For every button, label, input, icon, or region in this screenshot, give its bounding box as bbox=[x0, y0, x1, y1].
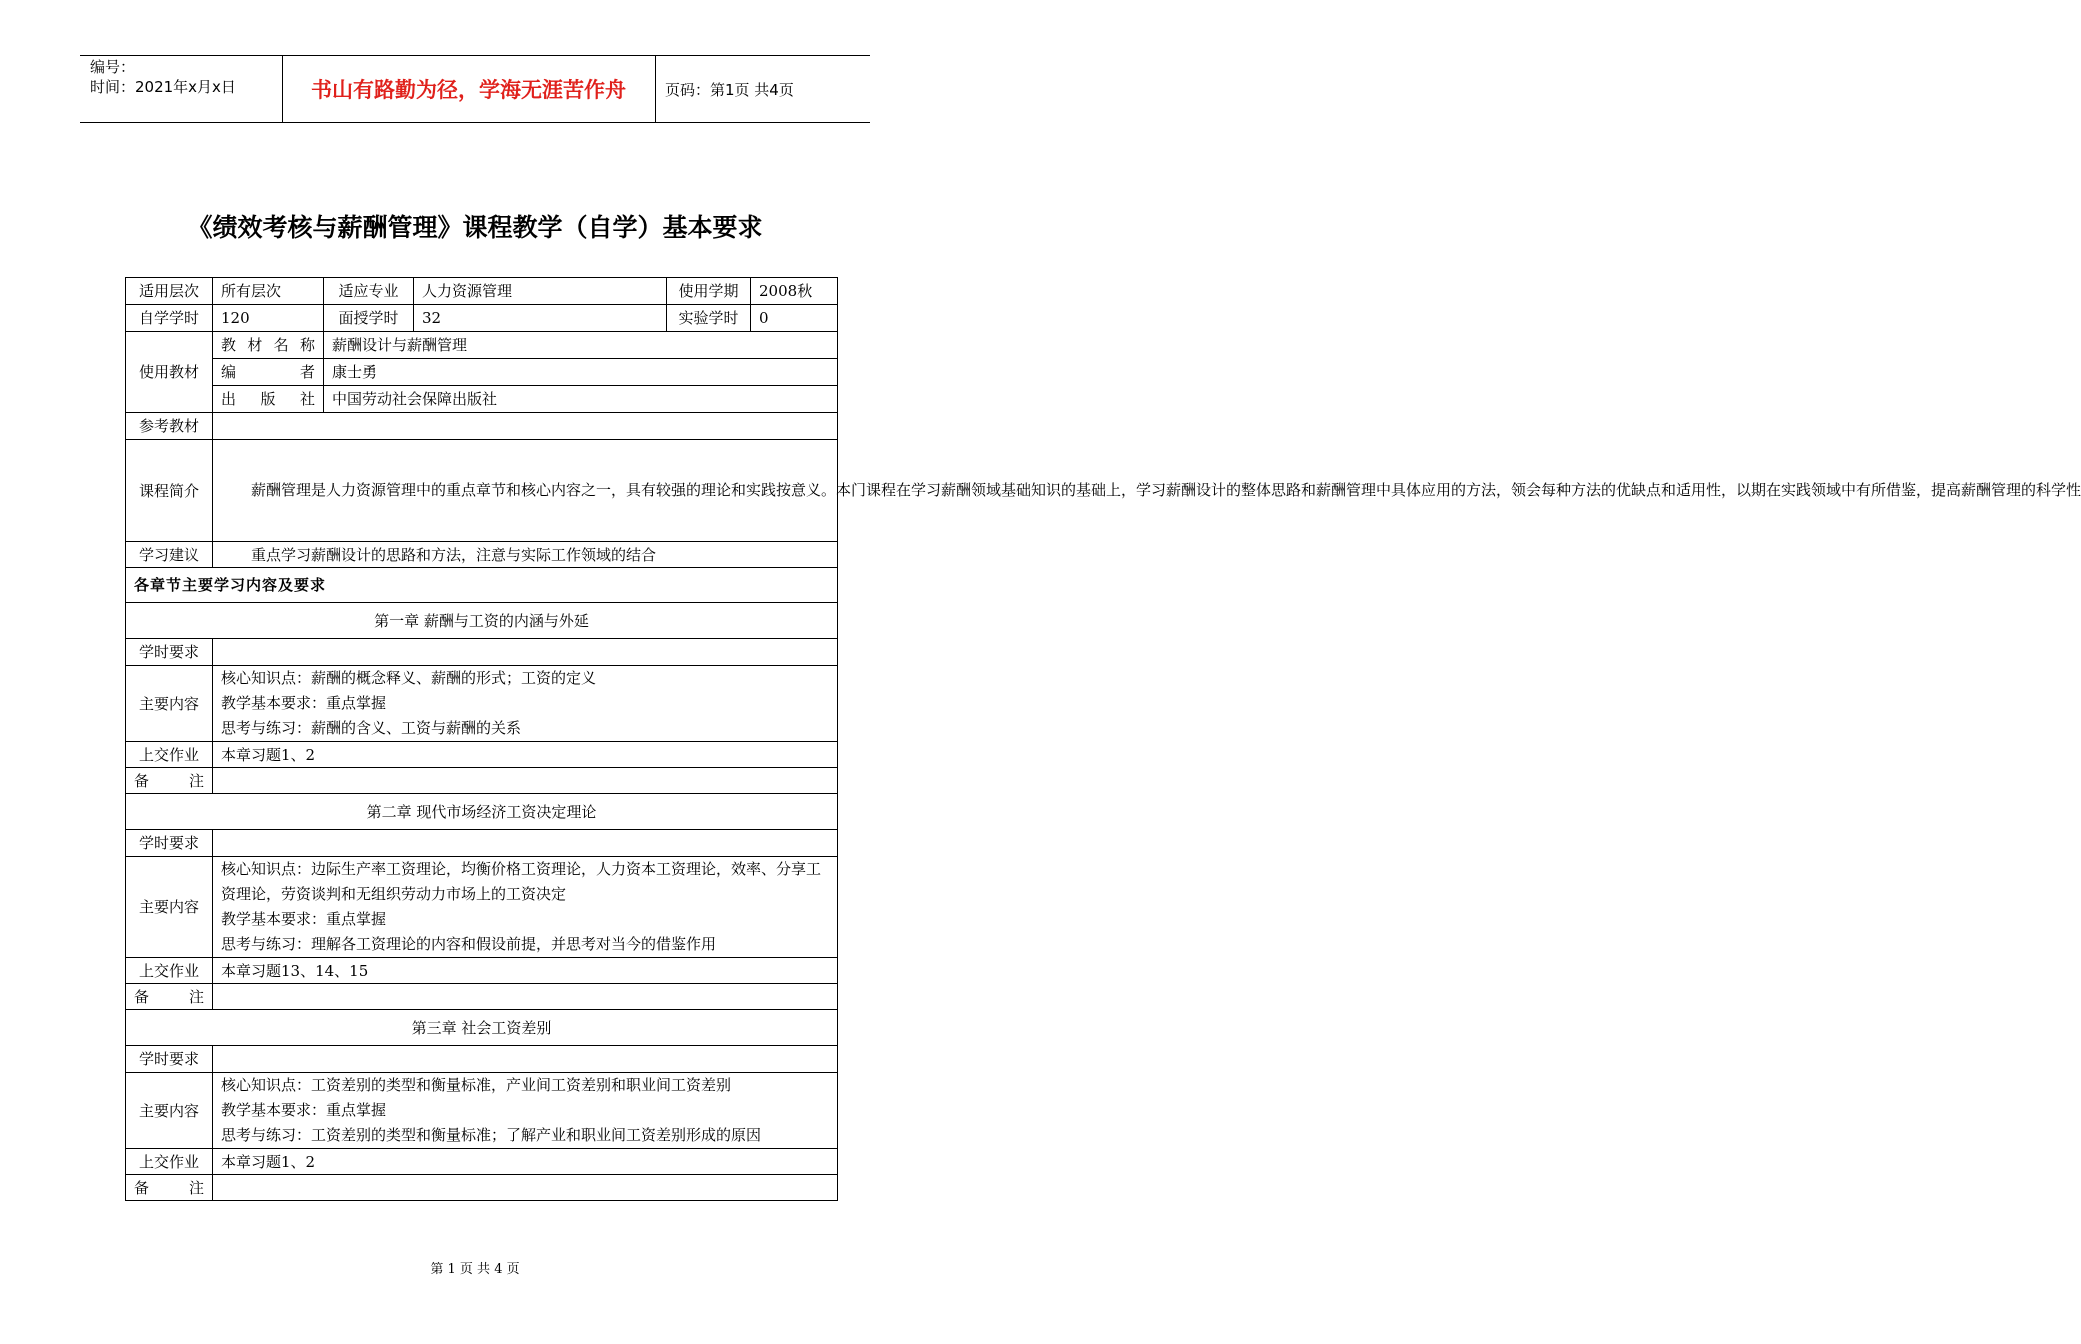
section-heading: 各章节主要学习内容及要求 bbox=[126, 568, 838, 603]
chapter-content-row bbox=[126, 666, 838, 742]
textbook-name-label: 教材名称 bbox=[213, 332, 324, 359]
info-row-1 bbox=[126, 278, 838, 305]
textbook-label: 使用教材 bbox=[126, 332, 213, 413]
content-line: 核心知识点：边际生产率工资理论，均衡价格工资理论，人力资本工资理论，效率、分享工资理论，劳资谈判和无组织劳动力市场上的工资决定 bbox=[221, 860, 822, 903]
chapter-title-row bbox=[126, 603, 838, 639]
chapter-title-row bbox=[126, 794, 838, 830]
major-value: 人力资源管理 bbox=[414, 278, 667, 305]
chapter-notes-row bbox=[126, 768, 838, 794]
header-divider-right bbox=[655, 55, 656, 122]
textbook-publisher-label: 出 版 社 bbox=[213, 386, 324, 413]
page-footer: 第 1 页 共 4 页 bbox=[430, 1262, 520, 1277]
homework-label: 上交作业 bbox=[126, 1149, 213, 1175]
textbook-row-name bbox=[126, 332, 838, 359]
chapter-title: 第一章 薪酬与工资的内涵与外延 bbox=[126, 603, 838, 639]
document-title: 《绩效考核与薪酬管理》课程教学（自学）基本要求 bbox=[187, 213, 763, 242]
advice-text: 重点学习薪酬设计的思路和方法，注意与实际工作领域的结合 bbox=[213, 542, 838, 568]
notes-label: 备 注 bbox=[126, 768, 213, 794]
content-line: 思考与练习：理解各工资理论的内容和假设前提，并思考对当今的借鉴作用 bbox=[221, 935, 717, 953]
content-line: 思考与练习：工资差别的类型和衡量标准；了解产业和职业间工资差别形成的原因 bbox=[221, 1126, 762, 1144]
notes-value bbox=[213, 768, 838, 794]
chapter-hours-row bbox=[126, 639, 838, 666]
reference-label: 参考教材 bbox=[126, 413, 213, 440]
content-cell bbox=[213, 1073, 838, 1149]
chapter-title: 第三章 社会工资差别 bbox=[126, 1010, 838, 1046]
content-cell bbox=[213, 666, 838, 742]
chapter-title-row bbox=[126, 1010, 838, 1046]
content-line: 核心知识点：工资差别的类型和衡量标准，产业间工资差别和职业间工资差别 bbox=[221, 1076, 732, 1094]
header-top-rule bbox=[80, 55, 870, 56]
content-line: 思考与练习：薪酬的含义、工资与薪酬的关系 bbox=[221, 719, 522, 737]
homework-value: 本章习题13、14、15 bbox=[213, 958, 838, 984]
content-line: 核心知识点：薪酬的概念释义、薪酬的形式；工资的定义 bbox=[221, 669, 597, 687]
intro-label: 课程简介 bbox=[126, 440, 213, 542]
serial-number-label: 编号： bbox=[90, 58, 136, 76]
reference-row bbox=[126, 413, 838, 440]
content-line: 教学基本要求：重点掌握 bbox=[221, 1101, 387, 1119]
notes-label: 备 注 bbox=[126, 1175, 213, 1201]
info-row-2 bbox=[126, 305, 838, 332]
advice-label: 学习建议 bbox=[126, 542, 213, 568]
page-number-label: 页码：第1页 共4页 bbox=[665, 81, 794, 99]
textbook-author-value: 康士勇 bbox=[324, 359, 838, 386]
homework-value: 本章习题1、2 bbox=[213, 742, 838, 768]
notes-value bbox=[213, 1175, 838, 1201]
hours-value bbox=[213, 1046, 838, 1073]
hours-label: 学时要求 bbox=[126, 1046, 213, 1073]
lab-hours-label: 实验学时 bbox=[667, 305, 751, 332]
major-label: 适应专业 bbox=[324, 278, 414, 305]
chapter-homework-row bbox=[126, 742, 838, 768]
chapter-hours-row bbox=[126, 1046, 838, 1073]
lab-hours-value: 0 bbox=[751, 305, 838, 332]
content-line: 教学基本要求：重点掌握 bbox=[221, 694, 387, 712]
hours-value bbox=[213, 639, 838, 666]
hours-label: 学时要求 bbox=[126, 830, 213, 857]
course-requirements-table bbox=[125, 277, 2081, 1201]
textbook-publisher-value: 中国劳动社会保障出版社 bbox=[324, 386, 838, 413]
homework-value: 本章习题1、2 bbox=[213, 1149, 838, 1175]
textbook-row-publisher bbox=[126, 386, 838, 413]
intro-row bbox=[126, 440, 838, 542]
content-line: 教学基本要求：重点掌握 bbox=[221, 910, 387, 928]
section-heading-row bbox=[126, 568, 838, 603]
reference-value bbox=[213, 413, 838, 440]
chapter-homework-row bbox=[126, 958, 838, 984]
textbook-name-value: 薪酬设计与薪酬管理 bbox=[324, 332, 838, 359]
content-label: 主要内容 bbox=[126, 1073, 213, 1149]
lecture-hours-value: 32 bbox=[414, 305, 667, 332]
notes-value bbox=[213, 984, 838, 1010]
lecture-hours-label: 面授学时 bbox=[324, 305, 414, 332]
chapter-notes-row bbox=[126, 1175, 838, 1201]
header-motto: 书山有路勤为径，学海无涯苦作舟 bbox=[311, 78, 626, 102]
chapter-title: 第二章 现代市场经济工资决定理论 bbox=[126, 794, 838, 830]
term-label: 使用学期 bbox=[667, 278, 751, 305]
advice-row bbox=[126, 542, 838, 568]
level-value: 所有层次 bbox=[213, 278, 324, 305]
date-label: 时间：2021年x月x日 bbox=[90, 78, 236, 96]
self-study-hours-value: 120 bbox=[213, 305, 324, 332]
chapter-hours-row bbox=[126, 830, 838, 857]
chapter-content-row bbox=[126, 857, 838, 958]
chapter-notes-row bbox=[126, 984, 838, 1010]
level-label: 适用层次 bbox=[126, 278, 213, 305]
self-study-hours-label: 自学学时 bbox=[126, 305, 213, 332]
header-bottom-rule bbox=[80, 122, 870, 123]
content-cell bbox=[213, 857, 838, 958]
hours-label: 学时要求 bbox=[126, 639, 213, 666]
textbook-row-author bbox=[126, 359, 838, 386]
content-label: 主要内容 bbox=[126, 857, 213, 958]
term-value: 2008秋 bbox=[751, 278, 838, 305]
intro-text: 薪酬管理是人力资源管理中的重点章节和核心内容之一，具有较强的理论和实践按意义。本门课程在学习薪酬领域基础知识的基础上，学习薪酬设计的整体思路和薪酬管理中具体应用的方法，领会每种方法的优缺点和适用性，以期在实践领域中有所借鉴，提高薪酬管理的科学性 bbox=[213, 440, 838, 542]
chapter-homework-row bbox=[126, 1149, 838, 1175]
notes-label: 备 注 bbox=[126, 984, 213, 1010]
hours-value bbox=[213, 830, 838, 857]
chapter-content-row bbox=[126, 1073, 838, 1149]
content-label: 主要内容 bbox=[126, 666, 213, 742]
homework-label: 上交作业 bbox=[126, 958, 213, 984]
textbook-author-label: 编 者 bbox=[213, 359, 324, 386]
homework-label: 上交作业 bbox=[126, 742, 213, 768]
